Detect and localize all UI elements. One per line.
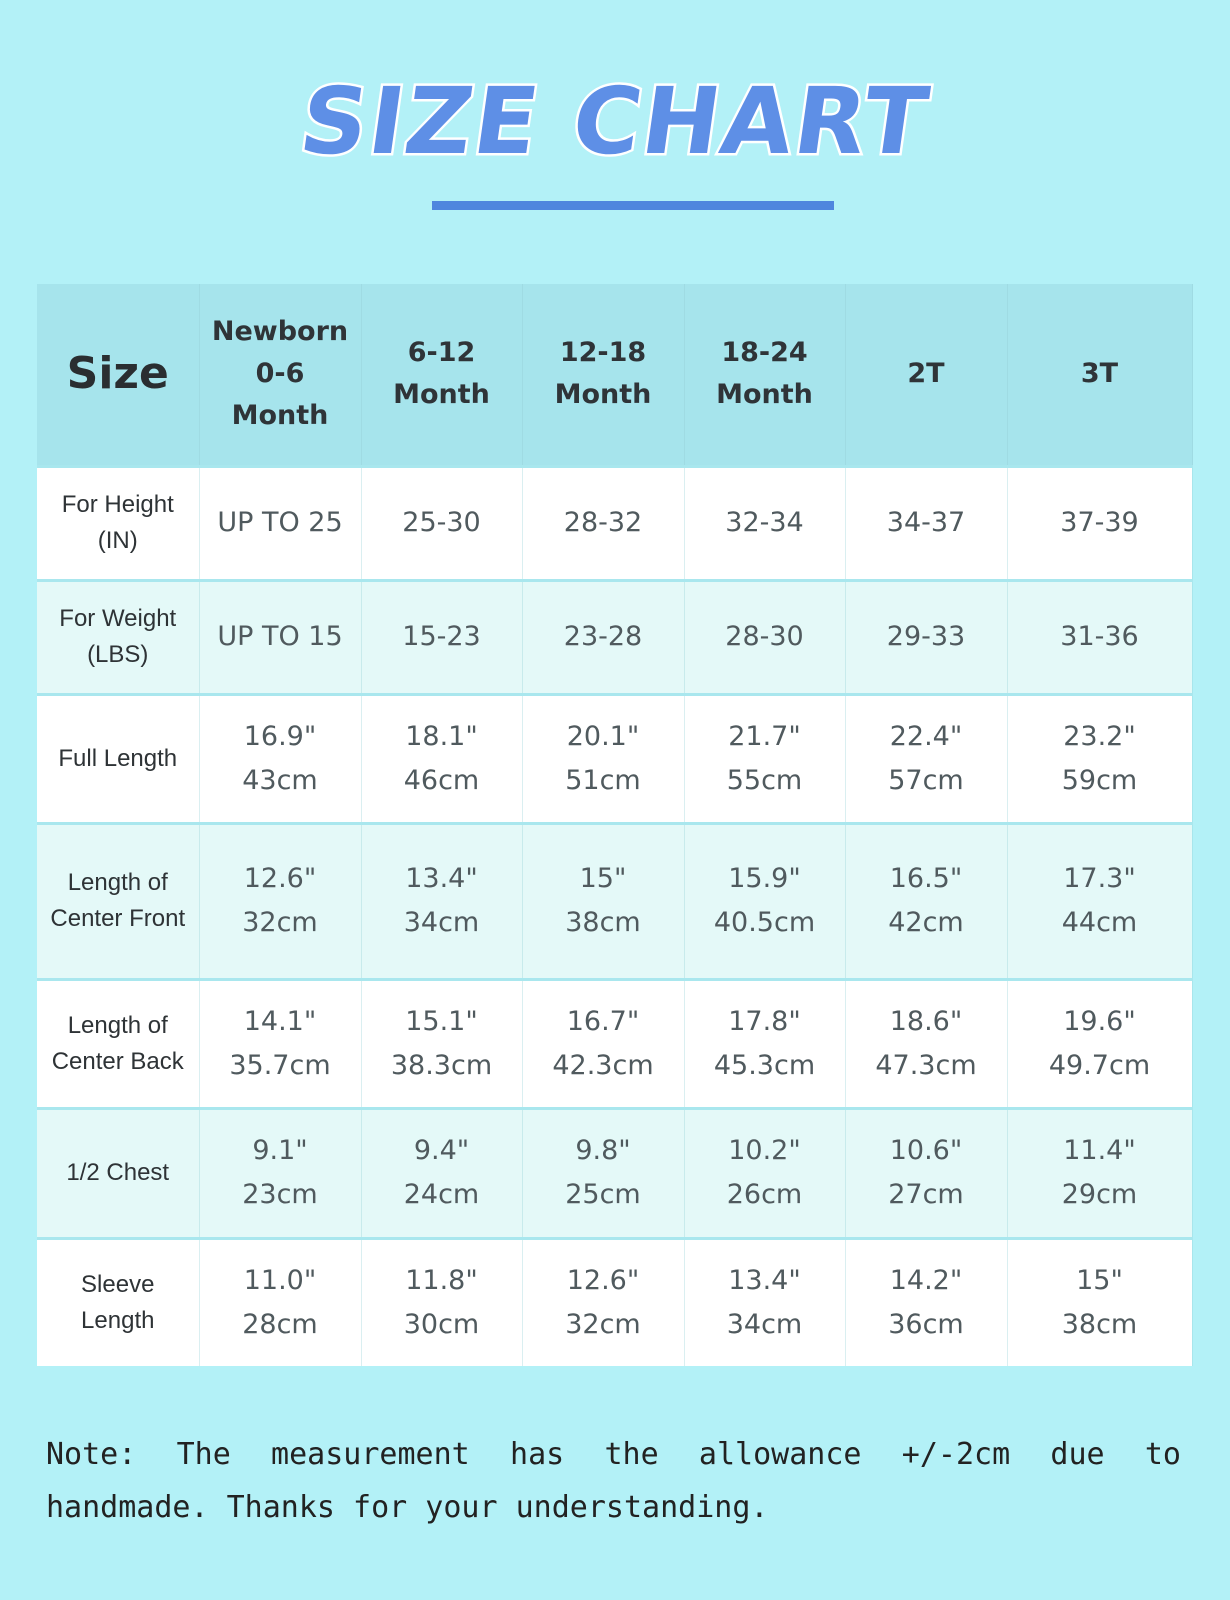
cell-value: 24cm	[403, 1179, 480, 1210]
cell-value: 42.3cm	[552, 1049, 654, 1081]
row-label	[37, 979, 199, 1108]
cell-value: 34-37	[886, 507, 966, 538]
cell-value: 11.8"	[405, 1264, 478, 1296]
cell-value: 29cm	[1061, 1179, 1138, 1210]
row-label	[37, 580, 199, 694]
size-header-6	[1007, 284, 1192, 466]
row-label-text: Length of	[67, 869, 168, 896]
row-label-text: For Weight	[59, 605, 177, 632]
row-label-text: Length of	[67, 1011, 168, 1039]
size-header-5	[845, 284, 1007, 466]
table-cell	[199, 466, 361, 580]
cell-value: 23.2"	[1063, 720, 1136, 752]
cell-value: 20.1"	[566, 720, 640, 752]
cell-value: 32cm	[242, 907, 318, 938]
cell-value: 45.3cm	[713, 1049, 816, 1081]
table-cell	[1007, 1108, 1192, 1238]
cell-value: 49.7cm	[1048, 1049, 1151, 1081]
table-cell	[1007, 466, 1192, 580]
header-text: 0-6	[255, 358, 305, 390]
table-cell	[845, 979, 1007, 1108]
table-cell	[199, 580, 361, 694]
header-text: 6-12	[407, 337, 476, 369]
size-header-4	[684, 284, 845, 466]
table-cell	[845, 823, 1007, 979]
row-label-text: (LBS)	[87, 641, 149, 668]
cell-value: 34cm	[726, 1308, 803, 1340]
table-cell	[522, 1108, 684, 1238]
table-cell	[199, 1108, 361, 1238]
cell-value: 26cm	[726, 1179, 803, 1210]
cell-value: 15.9"	[728, 863, 801, 894]
cell-value: 25cm	[565, 1179, 641, 1210]
table-cell	[684, 466, 845, 580]
cell-value: 9.8"	[575, 1135, 631, 1166]
table-cell	[361, 1108, 522, 1238]
cell-value: 15-23	[402, 621, 481, 652]
row-label-text: For Height	[61, 491, 174, 518]
table-cell	[199, 823, 361, 979]
row-label-text: (IN)	[97, 527, 138, 554]
table-cell	[522, 823, 684, 979]
cell-value: 17.3"	[1063, 863, 1136, 894]
row-label	[37, 1238, 199, 1366]
note-text: Note: The measurement has the allowance +/-2cm due to handmade. Thanks for your understanding.	[46, 1437, 1181, 1525]
cell-value: 44cm	[1061, 907, 1138, 938]
cell-value: UP TO 25	[217, 507, 343, 538]
cell-value: 38cm	[565, 907, 641, 938]
table-cell	[684, 580, 845, 694]
cell-value: 10.2"	[728, 1135, 801, 1166]
cell-value: 15.1"	[405, 1005, 478, 1037]
table-cell	[684, 823, 845, 979]
header-text: Month	[393, 379, 490, 411]
header-text: 18-24	[721, 337, 808, 369]
cell-value: 28cm	[242, 1308, 318, 1340]
table-cell	[361, 979, 522, 1108]
size-header-2	[361, 284, 522, 466]
cell-value: 9.1"	[252, 1135, 308, 1166]
table-cell	[845, 466, 1007, 580]
cell-value: 13.4"	[728, 1264, 801, 1296]
table-cell	[361, 823, 522, 979]
table-cell	[522, 466, 684, 580]
row-label-text: Full Length	[58, 744, 178, 772]
header-text: 3T	[1080, 358, 1119, 390]
table-row	[37, 1238, 1192, 1366]
table-cell	[845, 1108, 1007, 1238]
row-label-text: Length	[81, 1306, 155, 1334]
table-cell	[522, 694, 684, 823]
cell-value: 23cm	[242, 1179, 318, 1210]
size-chart-table	[37, 284, 1193, 1366]
cell-value: 21.7"	[728, 720, 801, 752]
cell-value: 29-33	[886, 621, 966, 652]
cell-value: 12.6"	[243, 863, 317, 894]
table-cell	[845, 694, 1007, 823]
row-label-text: Center Back	[51, 1047, 184, 1075]
cell-value: 14.2"	[889, 1264, 963, 1296]
header-text: Newborn	[211, 316, 349, 348]
cell-value: 16.9"	[243, 720, 317, 752]
cell-value: 12.6"	[566, 1264, 640, 1296]
cell-value: 25-30	[402, 507, 481, 538]
table-cell	[1007, 823, 1192, 979]
table-row	[37, 580, 1192, 694]
cell-value: 27cm	[888, 1179, 964, 1210]
table-row	[37, 466, 1192, 580]
header-text: Month	[231, 400, 329, 432]
cell-value: 11.0"	[243, 1264, 317, 1296]
table-cell	[845, 580, 1007, 694]
row-label	[37, 694, 199, 823]
cell-value: 31-36	[1060, 621, 1139, 652]
table-cell	[199, 1238, 361, 1366]
cell-value: 22.4"	[889, 720, 963, 752]
table-row	[37, 694, 1192, 823]
cell-value: 18.6"	[889, 1005, 963, 1037]
cell-value: 9.4"	[413, 1135, 470, 1166]
row-label	[37, 466, 199, 580]
cell-value: 38cm	[1061, 1308, 1138, 1340]
row-label-text: Sleeve	[81, 1270, 155, 1298]
table-cell	[361, 580, 522, 694]
table-row	[37, 823, 1192, 979]
cell-value: 10.6"	[889, 1135, 963, 1166]
cell-value: UP TO 15	[217, 621, 343, 652]
table-cell	[1007, 979, 1192, 1108]
cell-value: 32-34	[725, 507, 804, 538]
table-cell	[684, 1108, 845, 1238]
table-row	[37, 979, 1192, 1108]
cell-value: 32cm	[565, 1308, 641, 1340]
table-cell	[684, 979, 845, 1108]
header-row	[37, 284, 1192, 466]
cell-value: 47.3cm	[875, 1049, 977, 1081]
header-text: Month	[554, 379, 652, 411]
cell-value: 43cm	[242, 764, 318, 796]
header-text: Month	[716, 379, 813, 411]
cell-value: 15"	[1076, 1264, 1123, 1296]
title-underline	[432, 201, 834, 210]
header-text: 12-18	[559, 337, 647, 369]
page-title: SIZE CHART	[293, 68, 937, 175]
cell-value: 37-39	[1060, 507, 1139, 538]
cell-value: 30cm	[403, 1308, 480, 1340]
size-header-1	[199, 284, 361, 466]
cell-value: 28-30	[725, 621, 804, 652]
cell-value: 35.7cm	[229, 1049, 331, 1081]
row-label-text: 1/2 Chest	[66, 1159, 170, 1186]
table-cell	[522, 580, 684, 694]
table-cell	[361, 1238, 522, 1366]
table-cell	[684, 694, 845, 823]
cell-value: 16.5"	[889, 863, 963, 894]
table-cell	[522, 1238, 684, 1366]
row-label	[37, 1108, 199, 1238]
cell-value: 42cm	[888, 907, 964, 938]
row-label	[37, 823, 199, 979]
cell-value: 13.4"	[405, 863, 478, 894]
table-cell	[1007, 694, 1192, 823]
size-column-header	[37, 284, 199, 466]
cell-value: 23-28	[563, 621, 643, 652]
table-body	[37, 466, 1192, 1366]
cell-value: 28-32	[563, 507, 643, 538]
cell-value: 19.6"	[1063, 1005, 1136, 1037]
header-text: Size	[66, 348, 169, 400]
cell-value: 36cm	[888, 1308, 964, 1340]
size-header-3	[522, 284, 684, 466]
table-row	[37, 1108, 1192, 1238]
table-cell	[199, 694, 361, 823]
header-text: 2T	[907, 358, 945, 390]
cell-value: 51cm	[565, 764, 641, 796]
table-cell	[1007, 580, 1192, 694]
table-cell	[522, 979, 684, 1108]
cell-value: 34cm	[403, 907, 480, 938]
cell-value: 14.1"	[243, 1005, 317, 1037]
cell-value: 17.8"	[728, 1005, 801, 1037]
cell-value: 55cm	[726, 764, 803, 796]
table-cell	[199, 979, 361, 1108]
table-cell	[361, 466, 522, 580]
cell-value: 15"	[579, 863, 627, 894]
table-cell	[1007, 1238, 1192, 1366]
table-cell	[684, 1238, 845, 1366]
cell-value: 40.5cm	[713, 907, 816, 938]
cell-value: 11.4"	[1063, 1135, 1136, 1166]
cell-value: 59cm	[1061, 764, 1138, 796]
table-cell	[361, 694, 522, 823]
table-cell	[845, 1238, 1007, 1366]
cell-value: 46cm	[403, 764, 480, 796]
cell-value: 18.1"	[405, 720, 478, 752]
cell-value: 57cm	[888, 764, 964, 796]
cell-value: 16.7"	[566, 1005, 640, 1037]
row-label-text: Center Front	[50, 905, 186, 932]
cell-value: 38.3cm	[390, 1049, 493, 1081]
